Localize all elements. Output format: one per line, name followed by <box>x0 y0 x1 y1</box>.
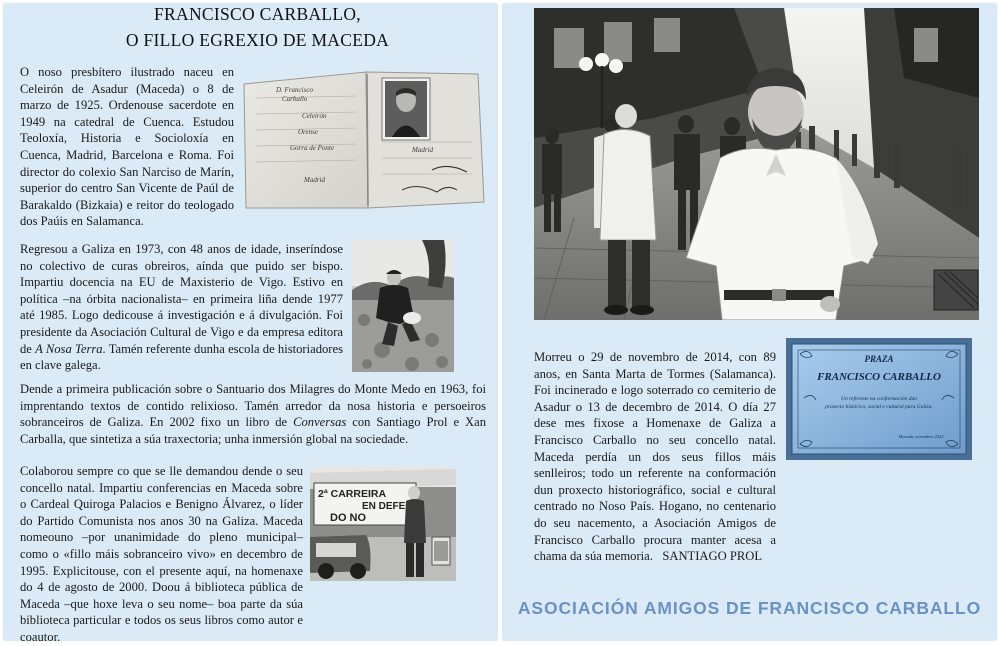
passport-text-city2: Madrid <box>412 146 433 154</box>
passport-text-issued: Gorra de Ponte <box>290 144 334 152</box>
banner-text-line2: EN DEFE <box>362 501 406 512</box>
banner-text-line3: DO NO <box>330 512 367 524</box>
plaque-footer: Maceda, novembro 2023 <box>898 434 944 439</box>
passport-text-city: Madrid <box>304 176 325 184</box>
author-signature: SANTIAGO PROL <box>662 549 763 564</box>
newspaper-title: A Nosa Terra <box>35 341 103 356</box>
paragraph-death-and-legacy <box>534 349 776 565</box>
paragraph-publications-text-a: Dende a primeira publicación sobre o Santuario dos Milagres do Monte Medo en 1963, foi imprentando textos de contido relixioso. Tamén arredor da nosa historia e persoeiros sobranceiros de Galiza. En 2002 fixo un libro de <box>20 382 486 430</box>
passport-text-place: Celeirón <box>302 112 327 120</box>
banner-text-line1: 2ª CARREIRA <box>318 488 387 500</box>
paragraph-publications-text-b: con Santiago Prol e Xan Carballa, que sintetiza a súa traxectoria; unha inmersión global na sociedade. <box>20 415 487 446</box>
passport-text-province: Orense <box>298 128 318 136</box>
paragraph-maceda-collaboration: Colaborou sempre co que se lle demandou dende o seu concello natal. Impartiu conferencias en Maceda sobre o Cardeal Quiroga Palacios e Benigno Álvarez, o líder do Partido Comunista nos anos 30 na Galiza. Maceda nomeouno –por unanimidade do pleno municipal– como o «fillo máis sobranceiro vivo» en decembro de 1995. Explicitouse, con el presente aquí, na homenaxe do 4 de agosto de 2000. Doou á biblioteca pública de Maceda –que hoxe leva o seu nome– boa parte da súa biblioteca particular e todos os seus libros como autor e coautor. <box>20 464 303 644</box>
street-portrait-photo <box>534 8 979 320</box>
commemorative-plaque-photo <box>786 338 972 460</box>
field-portrait-photo <box>352 240 454 372</box>
race-banner-photo <box>310 467 456 581</box>
paragraph-publications <box>20 381 486 447</box>
paragraph-death-text: Morreu o 29 de novembro de 2014, con 89 anos, en Santa Marta de Tormes (Salamanca). Foi incinerado e logo soterrado co cemiterio de Asadur o 13 de decembro de 2014. O día 27 dese mes fixose a Homenaxe de Galiza a Francisco Carballo no seu concello natal. Maceda perdía un dos seus fillos máis senlleiros; todo un referente na conformación dun proxecto historiográfico, social e cultural centrado no Noso País. Hogano, no centenario do seu nacemento, a Asociación Amigos de Francisco Carballo procura manter acesa a chama da súa memoria. <box>534 350 776 564</box>
paragraph-return-text-a: Regresou a Galiza en 1973, con 48 anos de idade, inseríndose no colectivo de curas obreiros, aínda que puido ser bispo. Impartiu docencia na EU de Maxisterio de Vigo. Estivo en política –na órbita nacionalista– en primeira liña dende 1977 até 1985. Logo dedicouse á investigación e á divulgación. Foi presidente da Asociación Cultural de Vigo e da empresa editora de <box>20 242 343 356</box>
paragraph-return-text-b: . Tamén referente dunha escola de historiadores en clave galega. <box>20 341 343 373</box>
plaque-name: FRANCISCO CARBALLO <box>817 371 941 383</box>
plaque-heading: PRAZA <box>864 354 894 364</box>
paragraph-biography-early: O noso presbítero ilustrado naceu en Celeirón de Asadur (Maceda) o 8 de marzo de 1925. Ordenouse sacerdote en 1949 na catedral de Cuenca. Estudou Teoloxía, Historia e Socioloxía en Cuenca, Madrid, Barcelona e Roma. Foi director do colexio San Narciso de Marín, superior do centro San Vicente de Paúl de Barakaldo (Bizkaia) e reitor do teologado dos Paúis en Salamanca. <box>20 65 234 229</box>
plaque-line2: proxecto histórico, social e cultural para Galiza. <box>825 404 933 410</box>
book-title-conversas: Conversas <box>293 415 347 430</box>
page-title-line1: FRANCISCO CARBALLO, <box>154 4 361 24</box>
page-title-line2: O FILLO EGREXIO DE MACEDA <box>125 30 390 50</box>
association-footer: ASOCIACIÓN AMIGOS DE FRANCISCO CARBALLO <box>517 598 982 618</box>
plaque-line1: Un referente na conformación dun <box>841 396 917 402</box>
paragraph-return-to-galiza <box>20 241 343 374</box>
passport-text-surname: Carballo <box>282 95 308 103</box>
passport-text-name: D. Francisco <box>276 86 313 94</box>
passport-document-photo <box>242 70 486 210</box>
